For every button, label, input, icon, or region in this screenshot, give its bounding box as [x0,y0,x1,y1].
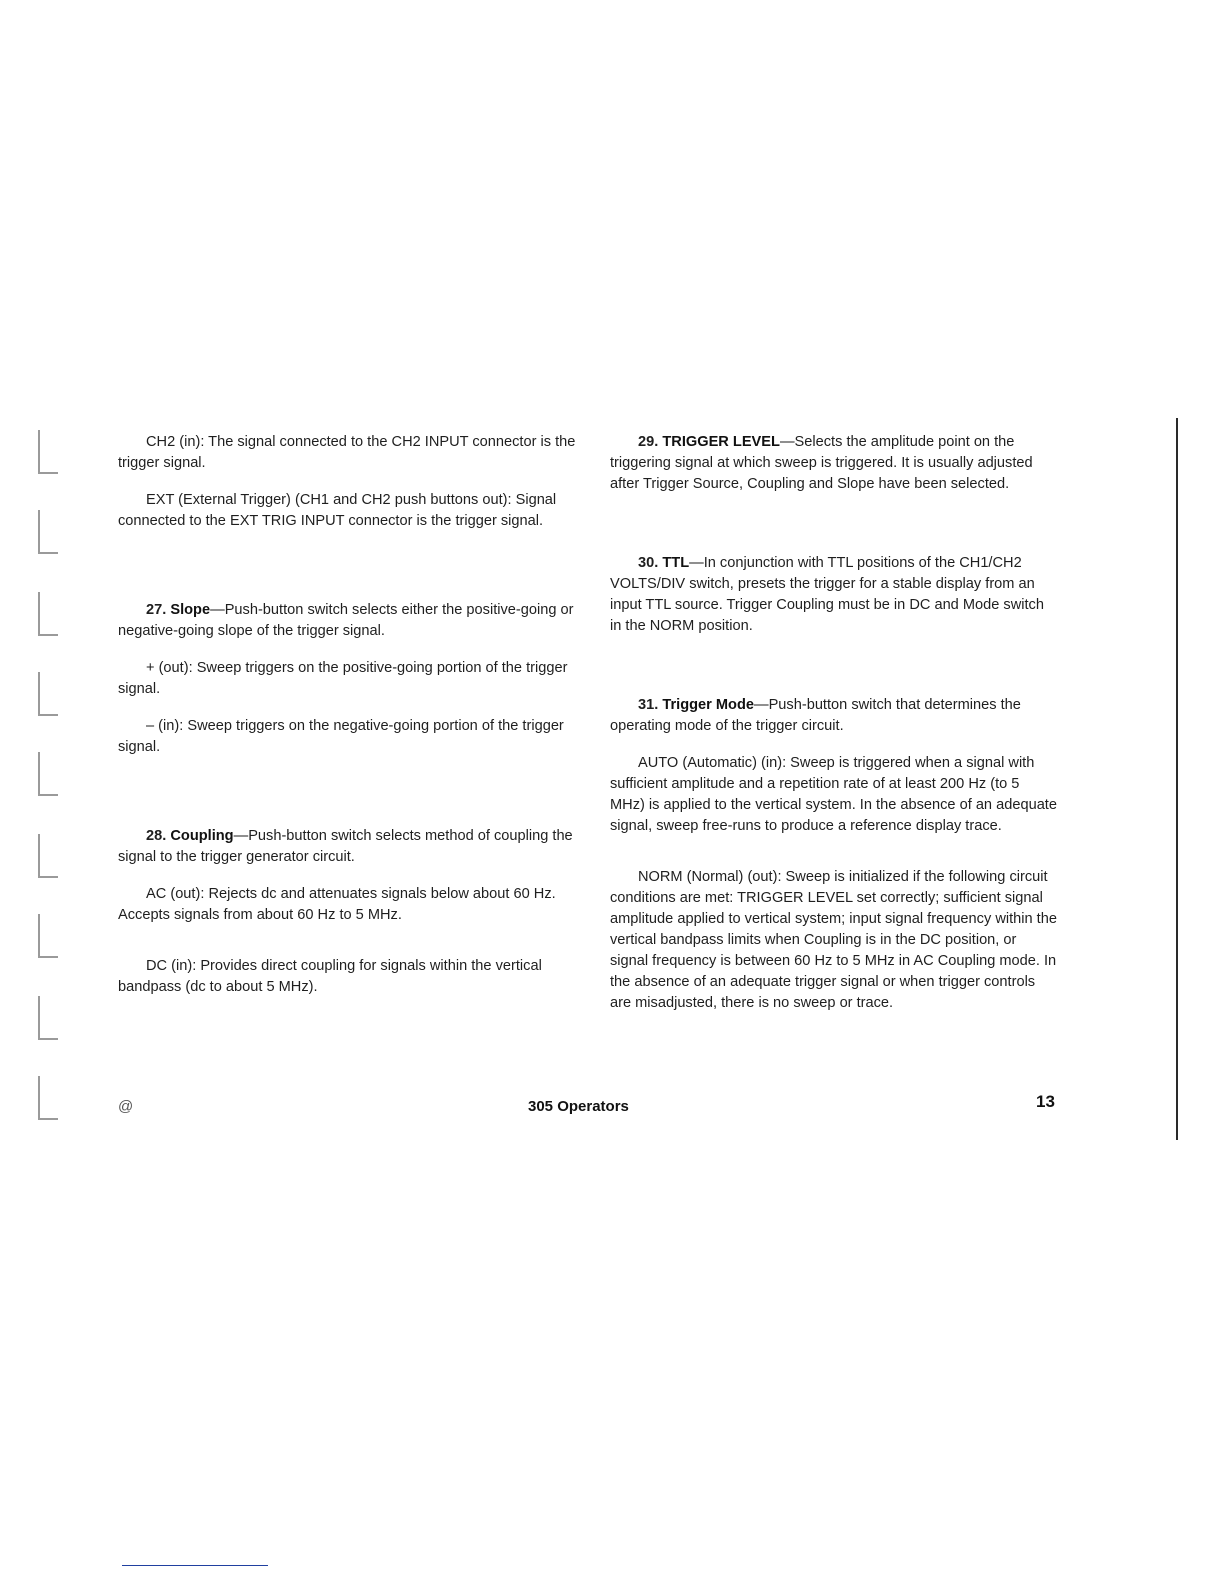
trigger-mode-norm-paragraph: NORM (Normal) (out): Sweep is initialized if the following circuit conditions are met: TRIGGER LEVEL set correctly; sufficient signal amplitude applied to vertical system; input signal frequency within the vertical bandpass limits when Coupling is in the DC position, or signal frequency is between 60 Hz to 5 MHz in AC Coupling mode. In the absence of an adequate trigger signal or when trigger controls are misadjusted, there is no sweep or trace. [610,869,1057,1011]
slope-number: 27. [146,602,167,618]
bottom-rule [122,1565,268,1566]
trigger-mode-paragraph [610,695,1058,737]
footer-logo-mark: @ [118,1098,134,1115]
right-column [610,432,1058,1014]
trigger-mode-heading: Trigger Mode [662,697,754,713]
coupling-number: 28. [146,828,167,844]
coupling-dc-paragraph: DC (in): Provides direct coupling for signals within the vertical bandpass (dc to about 5 MHz). [118,958,542,995]
ttl-paragraph [610,553,1058,637]
binder-mark [38,752,58,796]
binder-mark [38,672,58,716]
page-number: 13 [1036,1092,1055,1111]
ttl-heading: TTL [662,555,690,571]
footer-title: 305 Operators [528,1098,629,1115]
binder-mark [38,914,58,958]
slope-paragraph [118,600,576,642]
right-edge-rule [1176,418,1178,1140]
slope-text: —Push-button switch selects either the positive-going or negative-going slope of the trigger signal. [118,602,574,639]
trigger-mode-text: —Push-button switch that determines the operating mode of the trigger circuit. [610,697,1021,734]
trigger-level-text: —Selects the amplitude point on the triggering signal at which sweep is triggered. It is usually adjusted after Trigger Source, Coupling and Slope have been selected. [610,434,1033,492]
ttl-text: —In conjunction with TTL positions of the CH1/CH2 VOLTS/DIV switch, presets the trigger for a stable display from an input TTL source. Trigger Coupling must be in DC and Mode switch in the NORM position. [610,555,1044,634]
slope-heading: Slope [170,602,211,618]
slope-minus-paragraph: – (in): Sweep triggers on the negative-going portion of the trigger signal. [118,718,564,755]
left-column [118,432,576,998]
coupling-text: —Push-button switch selects method of coupling the signal to the trigger generator circuit. [118,828,573,865]
binder-mark [38,834,58,878]
coupling-paragraph [118,826,576,868]
trigger-level-number: 29. [638,434,659,450]
ch2-in-paragraph: CH2 (in): The signal connected to the CH2 INPUT connector is the trigger signal. [118,434,576,471]
ext-paragraph: EXT (External Trigger) (CH1 and CH2 push buttons out): Signal connected to the EXT TRIG INPUT connector is the trigger signal. [118,492,557,529]
binder-mark [38,1076,58,1120]
binder-mark [38,430,58,474]
binder-mark [38,996,58,1040]
coupling-ac-paragraph: AC (out): Rejects dc and attenuates signals below about 60 Hz. Accepts signals from about 60 Hz to 5 MHz. [118,886,556,923]
ttl-number: 30. [638,555,659,571]
trigger-level-heading: TRIGGER LEVEL [662,434,780,450]
trigger-mode-auto-paragraph: AUTO (Automatic) (in): Sweep is triggered when a signal with sufficient amplitude and a repetition rate of at least 200 Hz (to 5 MHz) is applied to the vertical system. In the absence of an adequate signal, sweep free-runs to produce a reference display trace. [610,755,1057,834]
binder-mark [38,592,58,636]
trigger-mode-number: 31. [638,697,659,713]
coupling-heading: Coupling [170,828,234,844]
trigger-level-paragraph [610,432,1058,495]
slope-plus-paragraph: + (out): Sweep triggers on the positive-going portion of the trigger signal. [118,660,568,697]
binder-mark [38,510,58,554]
